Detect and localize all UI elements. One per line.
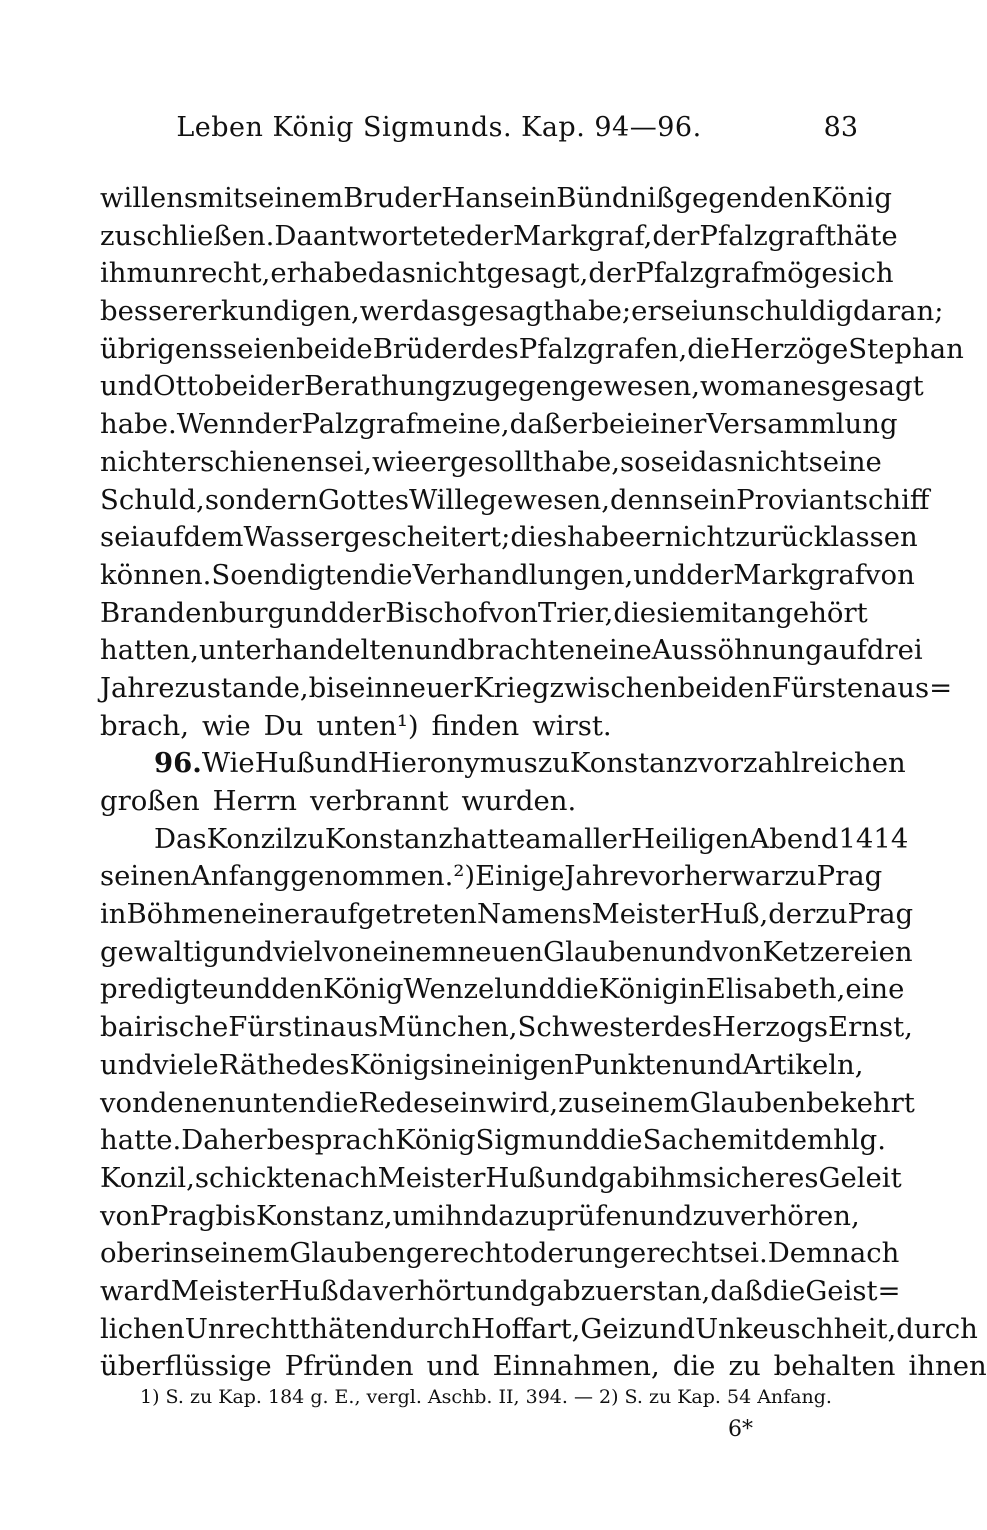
text-line: seinen Anfang genommen.²) Einige Jahre vorher war zu Prag <box>100 860 883 893</box>
text-line: brach, wie Du unten¹) finden wirst. <box>100 709 612 742</box>
text-line: Das Konzil zu Konstanz hatte am aller Heiligen Abend 1414 <box>154 822 909 855</box>
text-line: ob er in seinem Glauben gerecht oder ungerecht sei. Demnach <box>100 1237 900 1270</box>
text-line: und Otto bei der Berathung zugegen gewesen, wo man es gesagt <box>100 370 924 403</box>
page-header <box>100 112 858 152</box>
text-line: Schuld, sondern Gottes Wille gewesen, denn sein Proviantschiff <box>100 483 930 516</box>
text-line: Konzil, schickte nach Meister Huß und gab ihm sicheres Geleit <box>100 1161 902 1194</box>
text-line: lichen Unrecht thäten durch Hoffart, Geiz und Unkeuschheit, durch <box>100 1312 978 1345</box>
text-line: willens mit seinem Bruder Hans ein Bündniß gegen den König <box>100 182 892 214</box>
signature-mark: 6* <box>728 1417 753 1442</box>
text-line: und viele Räthe des Königs in einigen Punkten und Artikeln, <box>100 1048 864 1081</box>
text-line: zu schließen. Da antwortete der Markgraf, der Pfalzgraf thäte <box>100 219 898 252</box>
text-line: nicht erschienen sei, wie er gesollt habe, so sei das nicht seine <box>100 445 882 478</box>
text-line: Jahre zustande, bis ein neuer Krieg zwischen beiden Fürsten aus= <box>100 671 953 704</box>
text-line: bairische Fürstin aus München, Schwester des Herzogs Ernst, <box>100 1011 913 1044</box>
text-line: gewaltig und viel von einem neuen Glauben und von Ketzereien <box>100 935 913 968</box>
text-line: großen Herrn verbrannt wurden. <box>100 785 577 817</box>
text-line: 96. Wie Huß und Hieronymus zu Konstanz vor zahlreichen <box>100 745 858 783</box>
text-line: Brandenburg und der Bischof von Trier, die sie mit angehört <box>100 596 868 629</box>
text-line: besser erkundigen, wer das gesagt habe; er sei unschuldig daran; <box>100 295 944 328</box>
body-text <box>100 180 987 1386</box>
text-line: von Prag bis Konstanz, um ihn da zu prüfen und zu verhören, <box>100 1199 860 1232</box>
text-line: sei auf dem Wasser gescheitert; dies habe er nicht zurücklassen <box>100 521 918 554</box>
text-line: habe. Wenn der Palzgraf meine, daß er bei einer Versammlung <box>100 408 898 441</box>
page-number: 83 <box>823 112 858 143</box>
text-line: hatten, unterhandelten und brachten eine Aussöhnung auf drei <box>100 634 923 667</box>
running-head: Leben König Sigmunds. Kap. 94—96. <box>176 112 702 143</box>
text-line: können. So endigten die Verhandlungen, und der Markgraf von <box>100 558 915 591</box>
text-line: predigte und den König Wenzel und die Königin Elisabeth, eine <box>100 973 905 1006</box>
text-line: übrigens seien beide Brüder des Pfalzgrafen, die Herzöge Stephan <box>100 332 964 365</box>
chapter-number: 96. <box>154 747 202 780</box>
text-line: in Böhmen einer aufgetreten Namens Meister Huß, der zu Prag <box>100 898 914 931</box>
text-line: ihm unrecht, er habe das nicht gesagt, der Pfalzgraf möge sich <box>100 257 894 290</box>
text-line: ward Meister Huß da verhört und gab zuerst an, daß die Geist= <box>100 1274 901 1307</box>
text-line: von denen unten die Rede sein wird, zu seinem Glauben bekehrt <box>100 1086 915 1119</box>
text-line: hatte. Daher besprach König Sigmund die Sache mit dem hlg. <box>100 1124 886 1157</box>
text-line: überflüssige Pfründen und Einnahmen, die zu behalten ihnen <box>100 1350 987 1383</box>
footnotes: 1) S. zu Kap. 184 g. E., vergl. Aschb. II, 394. — 2) S. zu Kap. 54 Anfang. <box>140 1386 832 1408</box>
